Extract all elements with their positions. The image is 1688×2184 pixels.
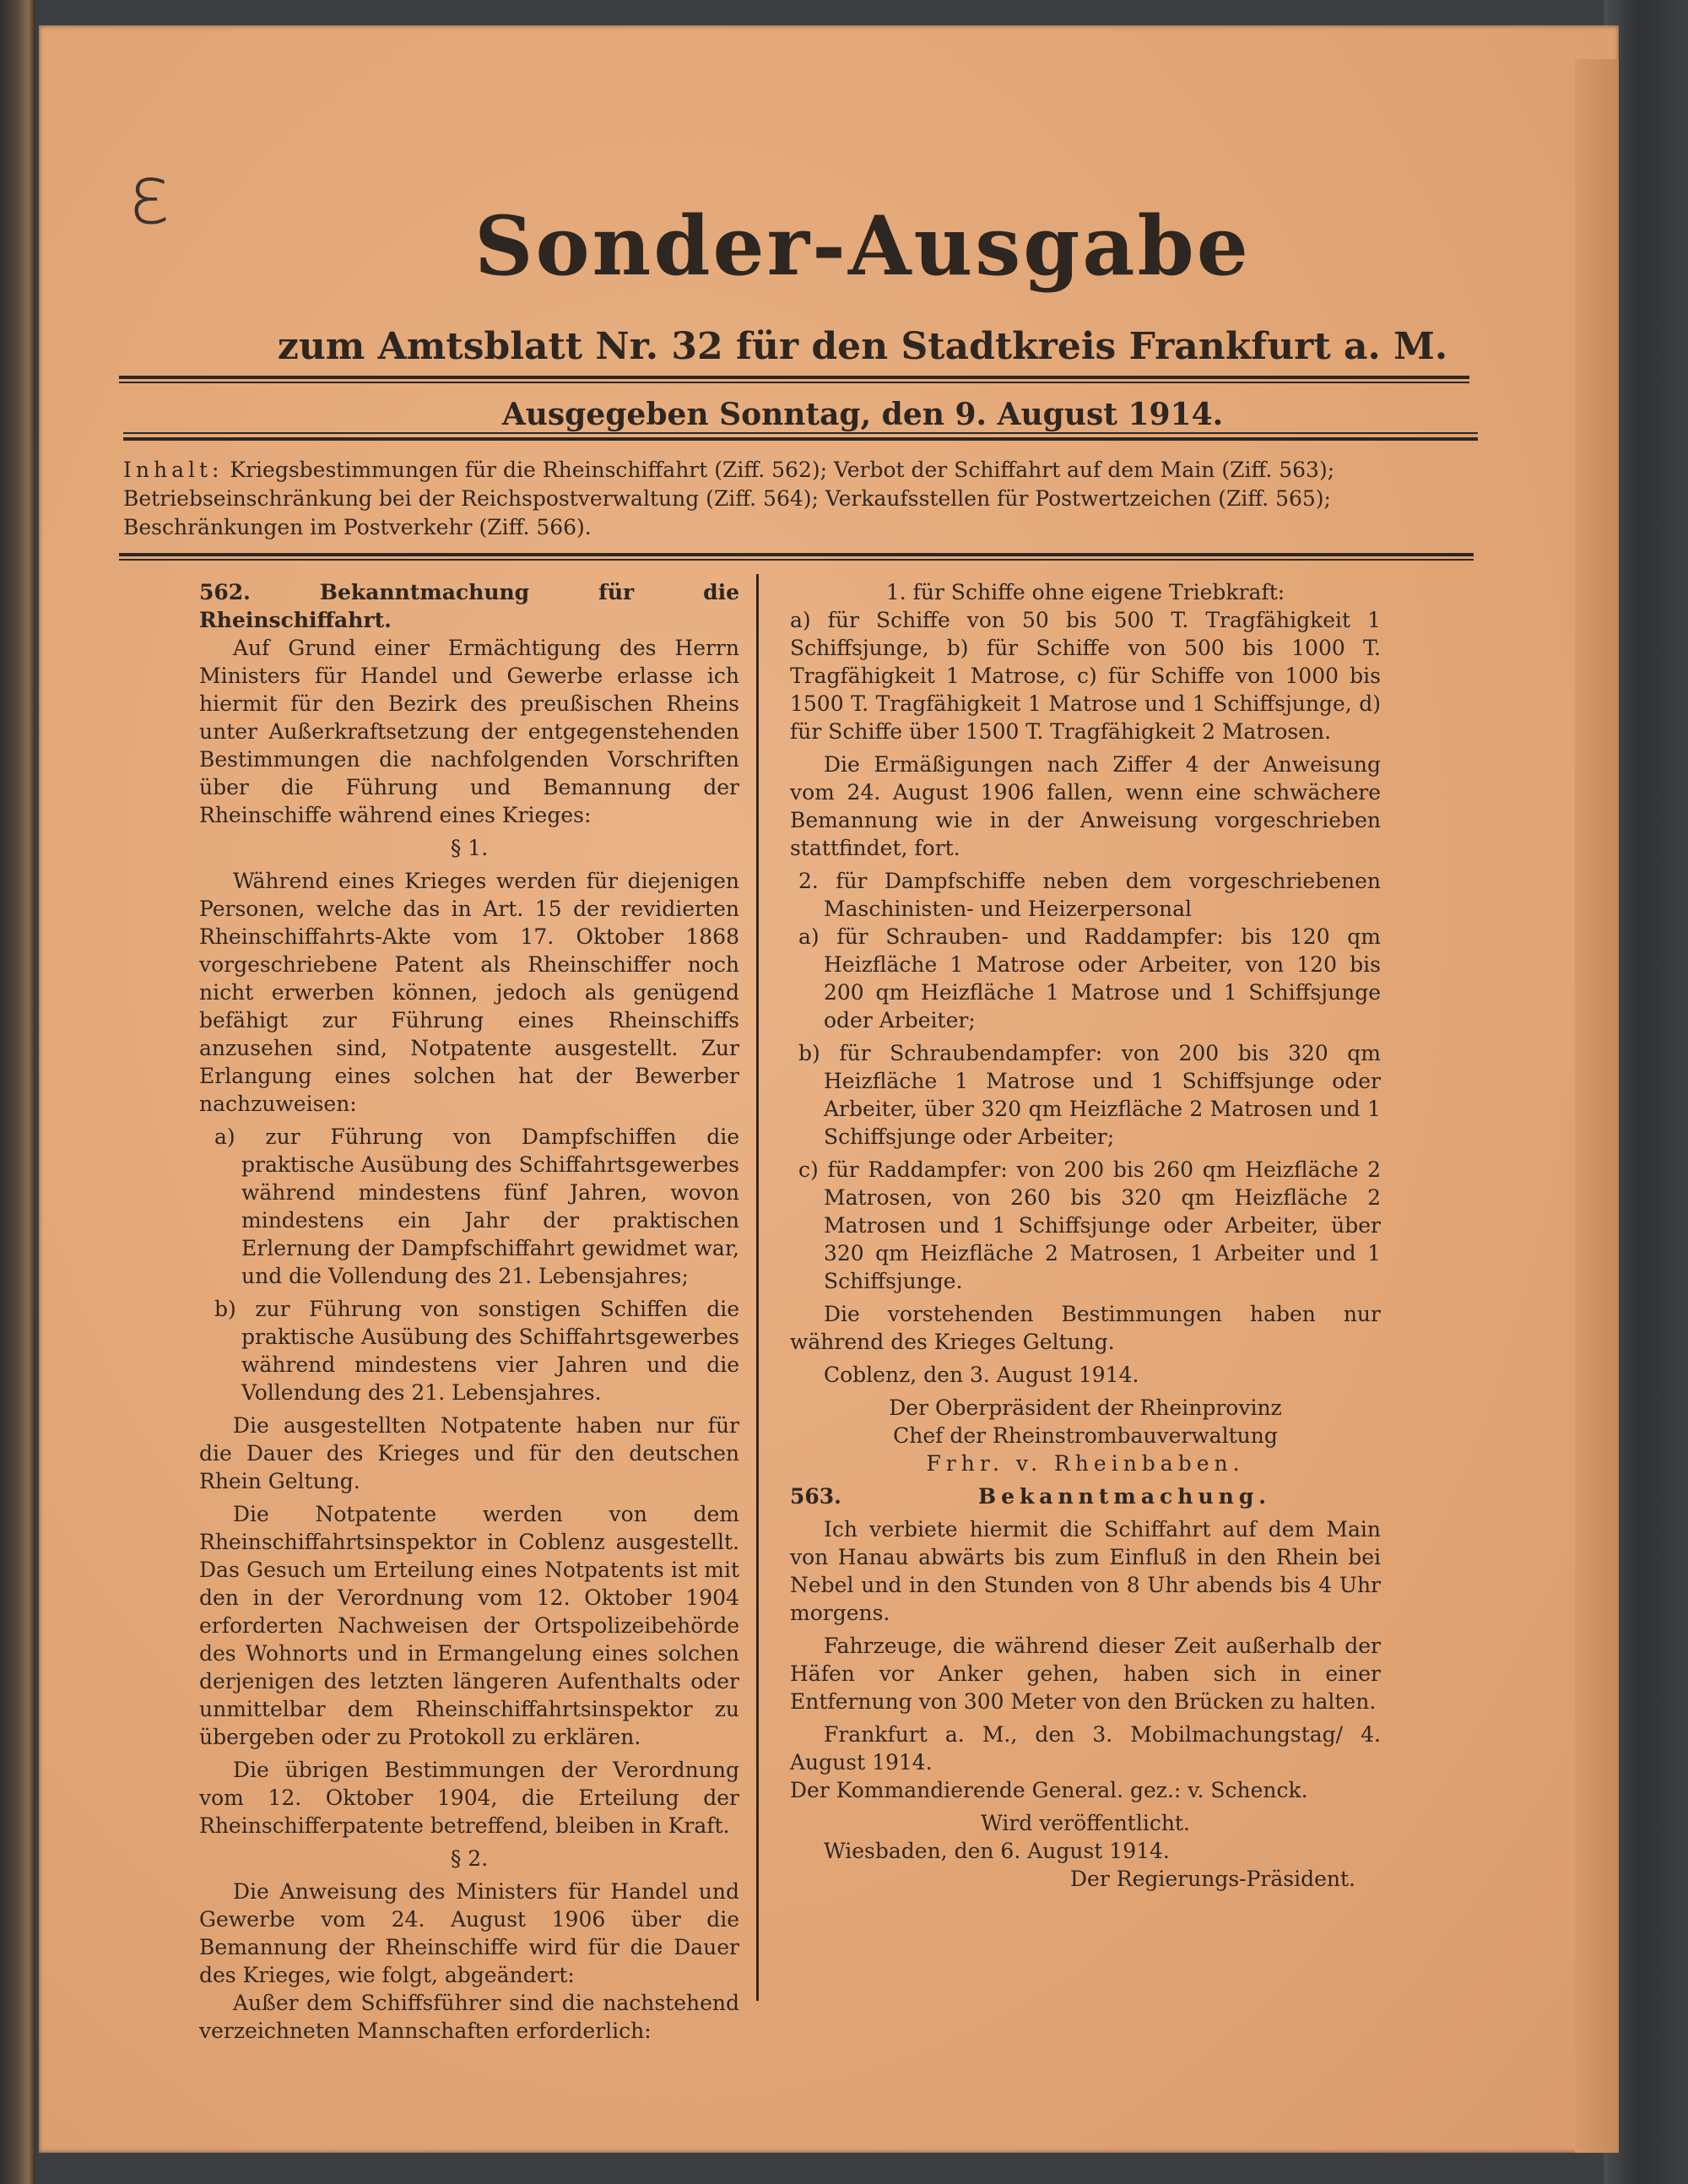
rule-top-1 [119, 376, 1469, 379]
right-column [790, 578, 1381, 1893]
left-column [199, 578, 739, 2045]
contents-text: Kriegsbestimmungen für die Rheinschiffahrt (Ziff. 562); Verbot der Schiffahrt auf dem Main (Ziff. 563); Betriebseinschränkung bei der Reichspostverwaltung (Ziff. 564); Verkaufsstellen für Postwertzeichen (Ziff. 565); Beschränkungen im Postverkehr (Ziff. 566). [123, 458, 1335, 539]
notice-563-general: Der Kommandierende General. gez.: v. Schenck. [790, 1778, 1308, 1802]
notice-563-number: 563. [790, 1484, 841, 1509]
reductions-note: Die Ermäßigungen nach Ziffer 4 der Anweisung vom 24. August 1906 fallen, wenn eine schwächere Bemannung wie in der Anweisung vorgeschrieben stattfindet, fort. [790, 752, 1381, 860]
section-1-text: Während eines Krieges werden für diejenigen Personen, welche das in Art. 15 der revidierten Rheinschiffahrts-Akte vom 17. Oktober 1868 vorgeschriebene Patent als Rheinschiffer noch nicht erwerben können, jedoch als genügend befähigt zur Führung eines Rheinschiffs anzusehen sind, Notpatente ausgestellt. Zur Erlangung eines solchen hat der Bewerber nachzuweisen: [199, 869, 739, 1116]
notpatente-issuance: Die Notpatente werden von dem Rheinschiffahrtsinspektor in Coblenz ausgestellt. Das Gesuch um Erteilung eines Notpatents ist mit den in der Verordnung vom 12. Oktober 1904 erforderten Nachweisen der Ortspolizeibehörde des Wohnorts und in Ermangelung eines solchen derjenigen des letzten längeren Aufenthalts oder unmittelbar dem Rheinschiffahrtsinspektor zu übergeben oder zu Protokoll zu erklären. [199, 1502, 739, 1749]
signature-name: Frhr. v. Rheinbaben. [926, 1451, 1245, 1476]
notice-563-anchoring: Fahrzeuge, die während dieser Zeit außerhalb der Häfen vor Anker gehen, haben sich in einer Entfernung von 300 Meter von den Brücken zu halten. [790, 1634, 1381, 1714]
crew-item-1-heading: 1. für Schiffe ohne eigene Triebkraft: [885, 580, 1285, 604]
notice-563-published: Wird veröffentlicht. [981, 1811, 1190, 1835]
signature-office: Der Oberpräsident der Rheinprovinz [889, 1395, 1282, 1420]
handwritten-mark: ε [127, 148, 171, 242]
rule-issue-2 [123, 437, 1478, 441]
section-1-item-b: b) zur Führung von sonstigen Schiffen die praktische Ausübung des Schiffahrtsgewerbes während mindestens vier Jahren und die Vollendung des 21. Lebensjahres. [214, 1297, 739, 1405]
masthead-subtitle: zum Amtsblatt Nr. 32 für den Stadtkreis Frankfurt a. M. [277, 325, 1448, 368]
crew-item-2-c: c) für Raddampfer: von 200 bis 260 qm Heizfläche 2 Matrosen, von 260 bis 320 qm Heizfläche 2 Matrosen und 1 Schiffsjunge oder Arbeiter, über 320 qm Heizfläche 2 Matrosen, 1 Arbeiter und 1 Schiffsjunge. [798, 1157, 1381, 1293]
notice-563-prohibition: Ich verbiete hiermit die Schiffahrt auf dem Main von Hanau abwärts bis zum Einfluß in den Rhein bei Nebel und in den Stunden von 8 Uhr abends bis 4 Uhr morgens. [790, 1517, 1381, 1625]
section-2-heading: § 2. [450, 1846, 489, 1871]
section-1-heading: § 1. [450, 836, 489, 860]
notice-562-heading: 562. Bekanntmachung für die Rheinschiffahrt. [199, 580, 739, 632]
page-edge [1575, 59, 1619, 2153]
book-spine [0, 0, 35, 2184]
contents-label: Inhalt: [123, 458, 224, 482]
remaining-provisions: Die übrigen Bestimmungen der Verordnung vom 12. Oktober 1904, die Erteilung der Rheinschifferpatente betreffend, bleiben in Kraft. [199, 1758, 739, 1838]
notice-563-wiesbaden: Wiesbaden, den 6. August 1914. [824, 1839, 1170, 1863]
document-page [39, 25, 1619, 2153]
crew-item-2-a: a) für Schrauben- und Raddampfer: bis 120 qm Heizfläche 1 Matrose oder Arbeiter, von 120 bis 200 qm Heizfläche 1 Matrose und 1 Schiffsjunge oder Arbeiter; [798, 924, 1381, 1032]
masthead-title: Sonder-Ausgabe [474, 198, 1251, 294]
notice-563-date: Frankfurt a. M., den 3. Mobilmachungstag/ 4. August 1914. [790, 1722, 1381, 1775]
rule-top-2 [119, 382, 1469, 383]
rule-contents-1 [119, 553, 1474, 556]
rule-contents-2 [119, 559, 1474, 561]
notice-563-title: Bekanntmachung. [977, 1484, 1271, 1509]
notice-563-heading [790, 1482, 1381, 1510]
notice-563-president: Der Regierungs-Präsident. [1070, 1867, 1355, 1891]
coblenz-date: Coblenz, den 3. August 1914. [824, 1363, 1139, 1387]
signature-title: Chef der Rheinstrombauverwaltung [893, 1423, 1278, 1448]
section-1-item-a: a) zur Führung von Dampfschiffen die praktische Ausübung des Schiffahrtsgewerbes während mindestens fünf Jahren, wovon mindestens ein Jahr der praktischen Erlernung der Dampfschiffahrt gewidmet war, und die Vollendung des 21. Lebensjahres; [214, 1125, 739, 1288]
rule-issue-1 [123, 432, 1478, 434]
crew-item-2-b: b) für Schraubendampfer: von 200 bis 320 qm Heizfläche 1 Matrose und 1 Schiffsjunge oder Arbeiter, über 320 qm Heizfläche 2 Matrosen und 1 Schiffsjunge oder Arbeiter; [798, 1041, 1381, 1149]
table-of-contents [123, 456, 1474, 542]
notpatente-validity: Die ausgestellten Notpatente haben nur für die Dauer des Krieges und für den deutschen Rhein Geltung. [199, 1413, 739, 1493]
notice-562-intro: Auf Grund einer Ermächtigung des Herrn Ministers für Handel und Gewerbe erlasse ich hiermit für den Bezirk des preußischen Rheins unter Außerkraftsetzung der entgegenstehenden Bestimmungen die nachfolgenden Vorschriften über die Führung und Bemannung der Rheinschiffe während eines Krieges: [199, 636, 739, 827]
section-2-continuation: Außer dem Schiffsführer sind die nachstehend verzeichneten Mannschaften erforderlich: [199, 1991, 739, 2043]
crew-item-1-text: a) für Schiffe von 50 bis 500 T. Tragfähigkeit 1 Schiffsjunge, b) für Schiffe von 500 bis 1000 T. Tragfähigkeit 1 Matrose, c) für Schiffe von 1000 bis 1500 T. Tragfähigkeit 1 Matrose und 1 Schiffsjunge, d) für Schiffe über 1500 T. Tragfähigkeit 2 Matrosen. [790, 608, 1381, 744]
validity-note: Die vorstehenden Bestimmungen haben nur während des Krieges Geltung. [790, 1302, 1381, 1354]
column-divider [756, 574, 759, 2001]
crew-item-2-heading: 2. für Dampfschiffe neben dem vorgeschriebenen Maschinisten- und Heizerpersonal [798, 869, 1381, 921]
issue-date: Ausgegeben Sonntag, den 9. August 1914. [501, 397, 1224, 432]
section-2-text: Die Anweisung des Ministers für Handel und Gewerbe vom 24. August 1906 über die Bemannung der Rheinschiffe wird für die Dauer des Krieges, wie folgt, abgeändert: [199, 1879, 739, 1987]
